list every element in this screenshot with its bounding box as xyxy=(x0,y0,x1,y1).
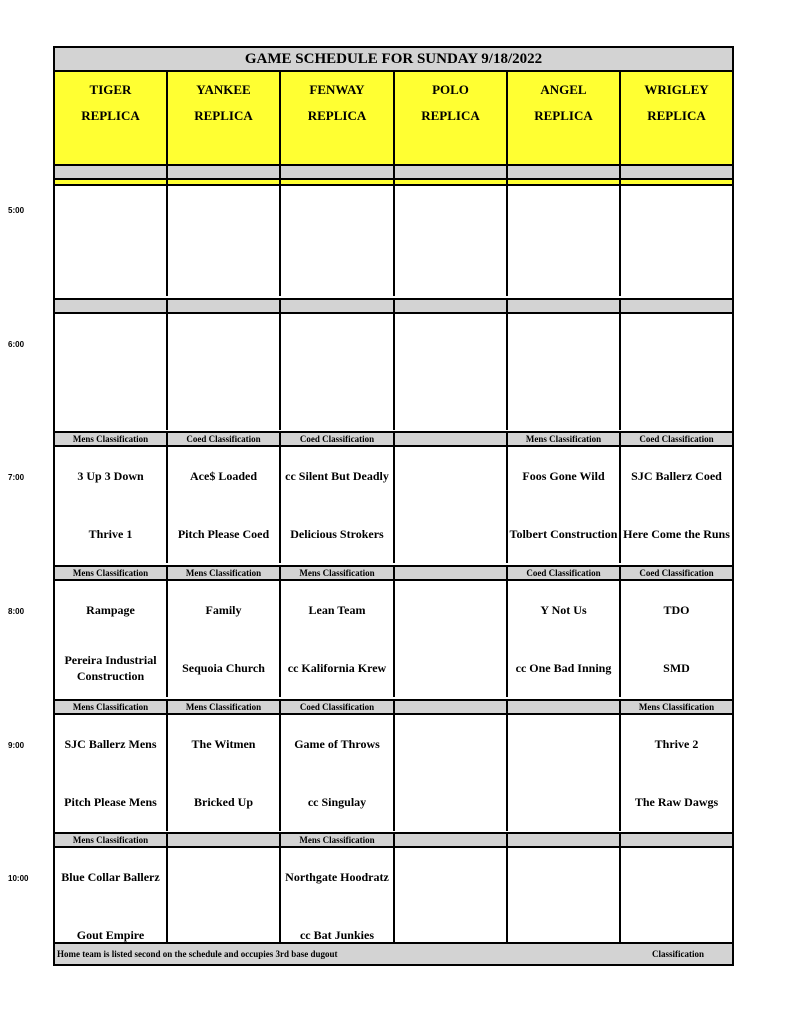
game-cell xyxy=(168,447,281,563)
visiting-team: Ace$ Loaded xyxy=(190,469,257,483)
home-team xyxy=(281,248,393,286)
classification-label: Coed Classification xyxy=(168,431,281,447)
visiting-team: The Witmen xyxy=(191,737,256,751)
game-cell xyxy=(508,314,621,430)
visiting-team: Rampage xyxy=(86,603,135,617)
home-team xyxy=(508,382,619,420)
game-cell xyxy=(621,581,732,697)
visiting-team xyxy=(395,457,506,495)
time-label: 8:00 xyxy=(8,607,25,616)
classification-label xyxy=(395,431,508,447)
classification-label: Coed Classification xyxy=(621,431,732,447)
visiting-team: SJC Ballerz Coed xyxy=(631,469,722,483)
game-cell xyxy=(55,715,168,831)
visiting-team: cc Silent But Deadly xyxy=(285,469,389,483)
home-team: Tolbert Construction xyxy=(509,527,618,541)
field-type: REPLICA xyxy=(194,108,253,123)
game-cell xyxy=(508,447,621,563)
footer-bar xyxy=(55,942,732,964)
classification-label xyxy=(508,164,621,180)
game-cell xyxy=(621,180,732,296)
home-team xyxy=(395,515,506,553)
home-team: cc Bat Junkies xyxy=(299,928,374,942)
visiting-team xyxy=(168,324,279,362)
home-team: cc Singulay xyxy=(307,795,367,809)
game-cell xyxy=(508,180,621,296)
field-type: REPLICA xyxy=(534,108,593,123)
home-team xyxy=(168,382,279,420)
visiting-team: Foos Gone Wild xyxy=(522,469,605,483)
home-team: SMD xyxy=(663,661,690,675)
home-team xyxy=(395,382,506,420)
visiting-team xyxy=(55,190,166,228)
visiting-team xyxy=(508,324,619,362)
game-cell xyxy=(395,581,508,697)
game-cell xyxy=(55,180,168,296)
visiting-team xyxy=(621,858,732,896)
game-cell xyxy=(395,447,508,563)
time-label: 7:00 xyxy=(8,473,25,482)
classification-label xyxy=(395,164,508,180)
field-name: YANKEE xyxy=(196,82,251,97)
visiting-team xyxy=(621,190,732,228)
home-team xyxy=(168,248,279,286)
classification-label xyxy=(168,832,281,848)
visiting-team: TDO xyxy=(663,603,690,617)
home-team xyxy=(395,248,506,286)
visiting-team: Y Not Us xyxy=(540,603,587,617)
field-name: TIGER xyxy=(89,82,132,97)
classification-label: Mens Classification xyxy=(281,565,395,581)
field-name: FENWAY xyxy=(309,82,365,97)
visiting-team: Game of Throws xyxy=(294,737,380,751)
classification-label xyxy=(395,298,508,314)
home-team xyxy=(395,649,506,687)
game-cell xyxy=(281,180,395,296)
classification-label: Mens Classification xyxy=(55,565,168,581)
visiting-team: SJC Ballerz Mens xyxy=(64,737,157,751)
game-cell xyxy=(508,581,621,697)
visiting-team xyxy=(395,858,506,896)
page-title: GAME SCHEDULE FOR SUNDAY 9/18/2022 xyxy=(55,48,732,72)
game-cell xyxy=(395,314,508,430)
field-name: WRIGLEY xyxy=(644,82,709,97)
visiting-team: Thrive 2 xyxy=(654,737,699,751)
classification-label xyxy=(168,298,281,314)
game-cell xyxy=(168,314,281,430)
home-team xyxy=(508,248,619,286)
field-type: REPLICA xyxy=(81,108,140,123)
game-cell xyxy=(168,715,281,831)
classification-label: Mens Classification xyxy=(168,565,281,581)
classification-label xyxy=(508,298,621,314)
field-name: POLO xyxy=(432,82,469,97)
field-name: ANGEL xyxy=(540,82,587,97)
game-cell xyxy=(281,447,395,563)
home-team: The Raw Dawgs xyxy=(634,795,719,809)
game-cell xyxy=(281,314,395,430)
classification-label: Coed Classification xyxy=(281,431,395,447)
visiting-team xyxy=(508,725,619,763)
home-team xyxy=(621,382,732,420)
visiting-team xyxy=(55,324,166,362)
visiting-team: Lean Team xyxy=(308,603,366,617)
classification-label: Mens Classification xyxy=(55,699,168,715)
home-team xyxy=(508,783,619,821)
classification-label: Mens Classification xyxy=(621,699,732,715)
classification-label xyxy=(281,298,395,314)
game-cell xyxy=(281,581,395,697)
classification-label: Coed Classification xyxy=(281,699,395,715)
visiting-team xyxy=(281,190,393,228)
classification-label xyxy=(621,164,732,180)
game-cell xyxy=(281,715,395,831)
field-type: REPLICA xyxy=(307,108,367,123)
schedule-sheet xyxy=(53,46,734,966)
footer-note: Home team is listed second on the schedule and occupies 3rd base dugout xyxy=(57,949,338,959)
game-cell xyxy=(168,581,281,697)
classification-label xyxy=(55,298,168,314)
visiting-team xyxy=(508,858,619,896)
classification-label: Mens Classification xyxy=(281,832,395,848)
home-team: Pitch Please Coed xyxy=(177,527,270,541)
home-team: Pitch Please Mens xyxy=(64,795,157,809)
visiting-team xyxy=(168,190,279,228)
game-cell xyxy=(55,314,168,430)
game-cell xyxy=(395,715,508,831)
field-type: REPLICA xyxy=(647,108,706,123)
visiting-team: 3 Up 3 Down xyxy=(77,469,144,483)
classification-label xyxy=(621,298,732,314)
classification-label xyxy=(508,699,621,715)
classification-label xyxy=(168,164,281,180)
visiting-team xyxy=(395,591,506,629)
classification-label xyxy=(281,164,395,180)
classification-label xyxy=(395,699,508,715)
visiting-team xyxy=(508,190,619,228)
visiting-team xyxy=(281,324,393,362)
time-label: 9:00 xyxy=(8,741,25,750)
classification-label: Mens Classification xyxy=(55,832,168,848)
classification-label: Mens Classification xyxy=(168,699,281,715)
classification-label: Coed Classification xyxy=(508,565,621,581)
visiting-team xyxy=(168,858,279,896)
classification-label: Mens Classification xyxy=(55,431,168,447)
visiting-team: Family xyxy=(205,603,242,617)
visiting-team xyxy=(395,324,506,362)
classification-label: Coed Classification xyxy=(621,565,732,581)
visiting-team xyxy=(395,190,506,228)
game-cell xyxy=(621,715,732,831)
game-cell xyxy=(168,180,281,296)
home-team: Bricked Up xyxy=(193,795,253,809)
home-team: Gout Empire xyxy=(76,928,145,942)
time-label: 10:00 xyxy=(8,874,29,883)
game-cell xyxy=(55,447,168,563)
time-label: 5:00 xyxy=(8,206,25,215)
classification-label xyxy=(621,832,732,848)
visiting-team xyxy=(621,324,732,362)
classification-label xyxy=(55,164,168,180)
field-type: REPLICA xyxy=(421,108,480,123)
home-team: Sequoia Church xyxy=(182,661,265,675)
classification-label xyxy=(395,832,508,848)
visiting-team xyxy=(395,725,506,763)
home-team xyxy=(281,382,393,420)
game-cell xyxy=(55,581,168,697)
home-team: Thrive 1 xyxy=(88,527,133,541)
classification-label: Mens Classification xyxy=(508,431,621,447)
home-team: cc Kalifornia Krew xyxy=(287,661,387,675)
classification-label xyxy=(395,565,508,581)
home-team: Here Come the Runs xyxy=(623,527,730,541)
game-cell xyxy=(621,447,732,563)
time-label: 6:00 xyxy=(8,340,25,349)
game-cell xyxy=(395,180,508,296)
visiting-team: Northgate Hoodratz xyxy=(285,870,389,884)
home-team: Pereira Industrial Construction xyxy=(64,653,157,683)
home-team xyxy=(621,248,732,286)
game-cell xyxy=(621,314,732,430)
home-team xyxy=(395,783,506,821)
home-team: Delicious Strokers xyxy=(290,527,384,541)
classification-label xyxy=(508,832,621,848)
visiting-team: Blue Collar Ballerz xyxy=(61,870,160,884)
home-team: cc One Bad Inning xyxy=(515,661,612,675)
game-cell xyxy=(508,715,621,831)
home-team xyxy=(55,248,166,286)
home-team xyxy=(55,382,166,420)
footer-classification: Classification xyxy=(651,949,704,959)
